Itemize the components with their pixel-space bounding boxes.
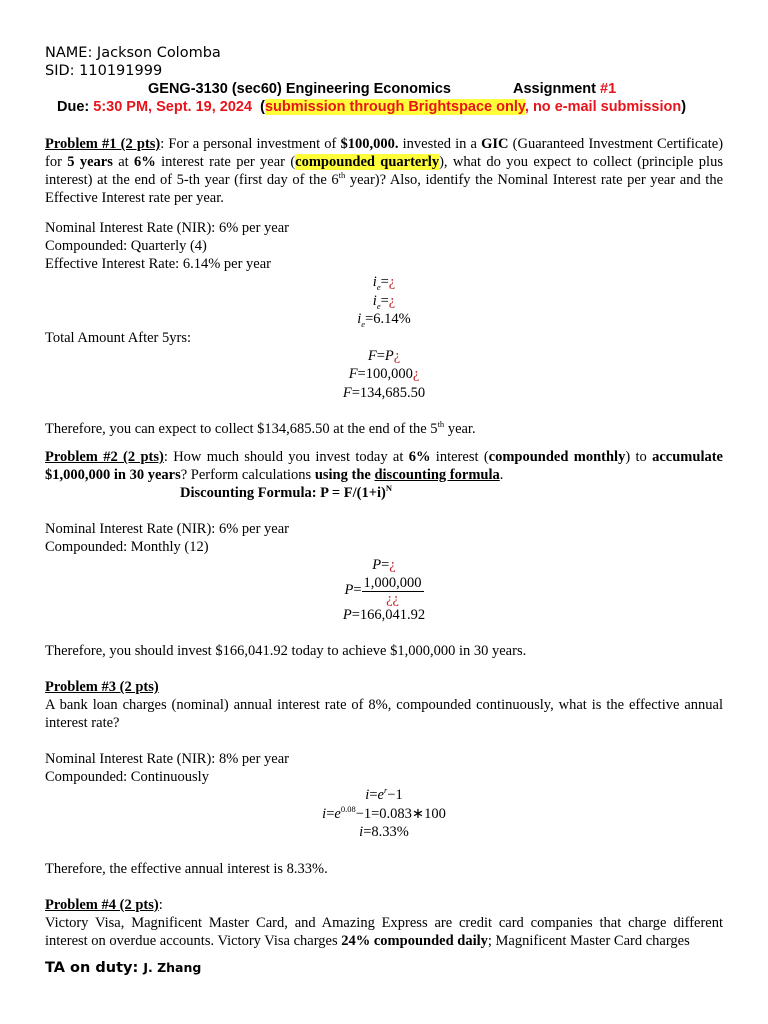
p1-formula-1: F=P¿ xyxy=(367,347,401,364)
p3-nir: Nominal Interest Rate (NIR): 8% per year xyxy=(45,751,289,768)
p2-accumulate: accumulate $1,000,000 in 30 years xyxy=(45,449,723,483)
course-title-line xyxy=(45,80,723,98)
p1-formula-2: F=100,000¿ xyxy=(348,366,420,382)
p1-conclusion xyxy=(45,420,723,438)
p2-rate: 6% xyxy=(408,449,431,465)
ta-name: J. Zhang xyxy=(143,960,202,975)
p1-formula-3: F=134,685.50 xyxy=(342,384,426,401)
p4-text: Victory Visa, Magnificent Master Card, and Amazing Express are credit card companies that charge different interest on overdue accounts. Victory Visa charges xyxy=(45,914,723,949)
p2-text: ) to xyxy=(625,449,653,465)
p1-amount: $100,000. xyxy=(340,136,399,152)
problem-2-statement xyxy=(45,448,723,484)
p2-formula-sup: N xyxy=(385,483,392,494)
p2-frac-numerator: 1,000,000 xyxy=(363,574,422,591)
p1-eq3-value: =6.14% xyxy=(365,311,411,327)
problem-4-heading xyxy=(45,896,723,914)
due-line xyxy=(45,98,723,116)
problem-2-title: Problem #2 (2 pts) xyxy=(45,449,164,465)
p2-text: : How much should you invest today at xyxy=(163,449,409,465)
p2-frac-denominator: ¿¿ xyxy=(386,590,399,607)
assignment-label xyxy=(513,80,616,98)
submission-highlight: submission through Brightspace only xyxy=(264,99,525,115)
p4-text: ; Magnificent Master Card charges xyxy=(487,932,690,949)
p4-colon: : xyxy=(158,896,163,913)
problem-4-title: Problem #4 (2 pts) xyxy=(45,896,159,913)
p3-compounded: Compounded: Continuously xyxy=(45,769,209,786)
p1-equation-2: $i_e=¿$ xyxy=(372,292,396,311)
p2-text: ? Perform calculations xyxy=(180,467,315,483)
p2-formula-link: discounting formula xyxy=(374,467,500,483)
p1-compounded: Compounded: Quarterly (4) xyxy=(45,238,207,254)
p2-text: interest ( xyxy=(430,449,489,465)
p1-eir: Effective Interest Rate: 6.14% per year xyxy=(45,256,271,272)
p1-text: interest rate per year ( xyxy=(155,154,296,170)
p1-conclusion-sup: th xyxy=(437,419,445,430)
p2-equation-3: P=166,041.92 xyxy=(342,606,426,623)
ta-footer xyxy=(45,960,201,976)
paren-open: ( xyxy=(260,99,265,115)
problem-3-question: A bank loan charges (nominal) annual interest rate of 8%, compounded continuously, what is the effective annual interest rate? xyxy=(45,697,723,732)
due-date: 5:30 PM, Sept. 19, 2024 xyxy=(93,99,253,115)
p1-conclusion-text: Therefore, you can expect to collect $134,685.50 at the end of the 5 xyxy=(45,421,438,437)
p2-using: using the xyxy=(314,467,375,483)
due-label: Due: xyxy=(57,99,94,115)
problem-1-statement xyxy=(45,135,723,207)
p1-nir: Nominal Interest Rate (NIR): 6% per year xyxy=(45,220,289,236)
p2-equation-1: P=¿ xyxy=(372,557,396,573)
p1-rate: 6% xyxy=(134,154,156,170)
p1-years: 5 years xyxy=(67,154,113,170)
problem-1-title: Problem #1 (2 pts) xyxy=(45,136,161,152)
p1-text: invested in a xyxy=(398,136,482,152)
p1-sup: th xyxy=(338,170,346,181)
p1-f2-value: =100,000 xyxy=(357,366,413,382)
p2-nir: Nominal Interest Rate (NIR): 6% per year xyxy=(45,521,289,537)
paren-close: ) xyxy=(681,99,687,115)
p1-text: (Guaranteed Investment Certificate) for xyxy=(45,136,724,170)
p1-compounded-highlight: compounded quarterly xyxy=(295,154,440,170)
p2-conclusion: Therefore, you should invest $166,041.92 today to achieve $1,000,000 in 30 years. xyxy=(45,643,527,660)
submission-rest: , no e-mail submission xyxy=(524,99,682,115)
student-id: SID: 110191999 xyxy=(45,63,163,79)
p2-compounded: Compounded: Monthly (12) xyxy=(45,539,209,555)
ta-label: TA on duty: xyxy=(45,960,144,976)
p3-exponent: 0.08 xyxy=(340,803,356,814)
p1-total-label: Total Amount After 5yrs: xyxy=(45,329,191,346)
p1-gic: GIC xyxy=(481,136,509,152)
p3-conclusion: Therefore, the effective annual interest is 8.33%. xyxy=(45,860,328,877)
p1-text: year)? Also, identify the Nominal Interest rate per year and the Effective Interest rate per year. xyxy=(45,172,723,206)
p1-equation-1: $i_e=¿$ xyxy=(372,274,396,292)
p3-equation-3: i=8.33% xyxy=(359,824,409,841)
p1-f3-value: =134,685.50 xyxy=(351,384,426,401)
p1-conclusion-end: year. xyxy=(444,421,476,437)
p2-equation-2: P= $\frac{1,000,000}{¿¿}$ xyxy=(344,574,422,607)
p2-fraction xyxy=(362,575,424,606)
document-page xyxy=(45,44,723,950)
p2-discount-formula xyxy=(45,484,723,502)
problem-3-title: Problem #3 (2 pts) xyxy=(45,679,159,696)
p1-text: : For a personal investment of xyxy=(160,136,341,152)
p3-equation-1: $i=e^r-1$ xyxy=(365,785,403,804)
p2-formula-text: Discounting Formula: P = F/(1+i) xyxy=(180,485,386,501)
student-name: NAME: Jackson Colomba xyxy=(45,45,221,61)
p3-equation-2: $i=e^{0.08}-1=0.083∗100$ xyxy=(322,803,446,822)
p2-compounded: compounded monthly xyxy=(488,449,626,465)
p3-eq2-rest: −1=0.083∗100 xyxy=(355,805,446,822)
p1-text: ), what do you expect to collect (principle plus interest) at the end of 5-th year (first day of the 6 xyxy=(45,154,723,188)
assignment-number: #1 xyxy=(600,81,617,97)
problem-4-statement xyxy=(45,914,723,950)
p3-eq3-value: =8.33% xyxy=(363,824,409,841)
p1-equation-3: $i_e=6.14\%$ xyxy=(357,311,411,329)
p4-daily: 24% compounded daily xyxy=(341,932,488,949)
assignment-text: Assignment xyxy=(513,81,601,97)
p1-text: at xyxy=(112,154,135,170)
course-title: GENG-3130 (sec60) Engineering Economics xyxy=(148,81,451,97)
p2-eq3-value: =166,041.92 xyxy=(351,606,426,623)
p2-text: . xyxy=(499,467,504,483)
